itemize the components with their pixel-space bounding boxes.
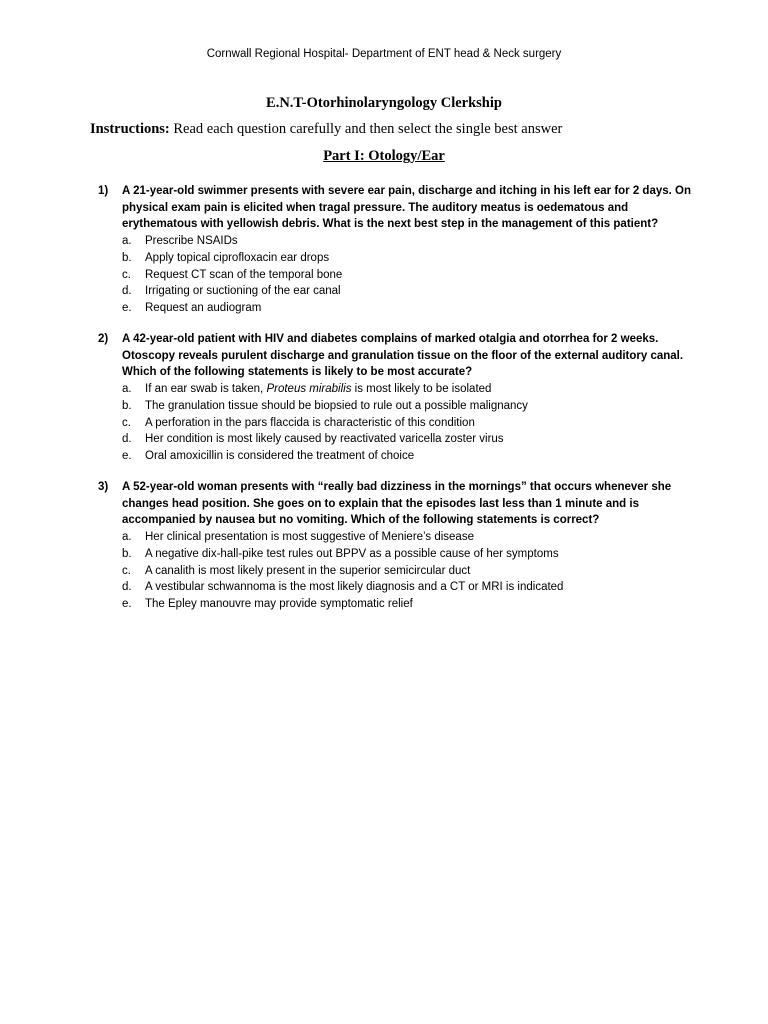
answer-options [98, 529, 698, 613]
option-text: Irrigating or suctioning of the ear canal [145, 285, 341, 298]
answer-option-d [98, 283, 698, 300]
option-letter: d. [122, 285, 132, 298]
option-letter: c. [122, 416, 131, 429]
document-title: E.N.T-Otorhinolaryngology Clerkship [266, 95, 502, 111]
option-letter: b. [122, 399, 132, 412]
option-text: Her condition is most likely caused by reactivated varicella zoster virus [145, 433, 504, 446]
option-text: A negative dix-hall-pike test rules out BPPV as a possible cause of her symptoms [145, 547, 559, 560]
answer-option-a [98, 529, 698, 546]
option-letter: a. [122, 235, 132, 248]
option-text: Oral amoxicillin is considered the treatment of choice [145, 449, 415, 462]
answer-option-d [98, 431, 698, 448]
answer-option-c [98, 267, 698, 284]
answer-options [98, 233, 698, 317]
instructions-label: Instructions: [90, 121, 170, 137]
question-number: 2) [98, 333, 109, 345]
option-text: Apply topical ciprofloxacin ear drops [145, 251, 330, 264]
option-letter: c. [122, 564, 131, 577]
answer-option-e [98, 596, 698, 613]
option-letter: d. [122, 433, 132, 446]
option-text-post: is most likely to be isolated [351, 383, 492, 396]
option-text: Request CT scan of the temporal bone [145, 268, 343, 281]
answer-option-b [98, 250, 698, 267]
answer-option-b [98, 546, 698, 563]
option-letter: c. [122, 268, 131, 281]
answer-option-b [98, 398, 698, 415]
option-letter: e. [122, 301, 132, 314]
organism-name: Proteus mirabilis [266, 383, 352, 396]
option-text: The granulation tissue should be biopsied to rule out a possible malignancy [145, 399, 528, 412]
question-number: 1) [98, 185, 109, 197]
option-text: Prescribe NSAIDs [145, 235, 238, 248]
option-text: A canalith is most likely present in the superior semicircular duct [145, 564, 471, 577]
option-letter: b. [122, 547, 132, 560]
answer-option-c [98, 563, 698, 580]
answer-options [98, 381, 698, 465]
option-text: A perforation in the pars flaccida is characteristic of this condition [145, 416, 475, 429]
question-stem [98, 479, 698, 529]
question-3 [98, 479, 698, 613]
option-text: The Epley manouvre may provide symptomatic relief [145, 597, 413, 610]
option-text: Her clinical presentation is most suggestive of Meniere’s disease [145, 531, 474, 544]
option-letter: e. [122, 449, 132, 462]
question-text: A 21-year-old swimmer presents with severe ear pain, discharge and itching in his left ear for 2 days. On physical exam pain is elicited when tragal pressure. The auditory meatus is oedematous and erythematous with yellowish debris. What is the next best step in the management of this patient? [122, 185, 692, 231]
answer-option-d [98, 579, 698, 596]
option-text: A vestibular schwannoma is the most likely diagnosis and a CT or MRI is indicated [145, 581, 564, 594]
answer-option-e [98, 448, 698, 465]
answer-option-e [98, 300, 698, 317]
option-letter: a. [122, 531, 132, 544]
question-2 [98, 331, 698, 465]
instructions [90, 121, 730, 138]
question-number: 3) [98, 481, 109, 493]
answer-option-c [98, 415, 698, 432]
option-text-pre: If an ear swab is taken, [145, 383, 267, 396]
option-text: Request an audiogram [145, 301, 262, 314]
question-text: A 52-year-old woman presents with “really bad dizziness in the mornings” that occurs whenever she changes head position. She goes on to explain that the episodes last less than 1 minute and is accompanied by nausea but no vomiting. Which of the following statements is correct? [122, 481, 672, 527]
instructions-text: Read each question carefully and then select the single best answer [169, 121, 563, 137]
question-1 [98, 183, 698, 317]
question-stem [98, 331, 698, 381]
option-letter: a. [122, 383, 132, 396]
option-letter: d. [122, 581, 132, 594]
part-title: Part I: Otology/Ear [323, 148, 445, 164]
option-letter: e. [122, 597, 132, 610]
question-text: A 42-year-old patient with HIV and diabetes complains of marked otalgia and otorrhea for 2 weeks. Otoscopy reveals purulent discharge and granulation tissue on the floor of the external auditory canal. Which of the following statements is likely to be most accurate? [122, 333, 684, 379]
answer-option-a [98, 381, 698, 398]
answer-option-a [98, 233, 698, 250]
page-header: Cornwall Regional Hospital- Department of ENT head & Neck surgery [206, 48, 562, 60]
option-letter: b. [122, 251, 132, 264]
question-stem [98, 183, 698, 233]
